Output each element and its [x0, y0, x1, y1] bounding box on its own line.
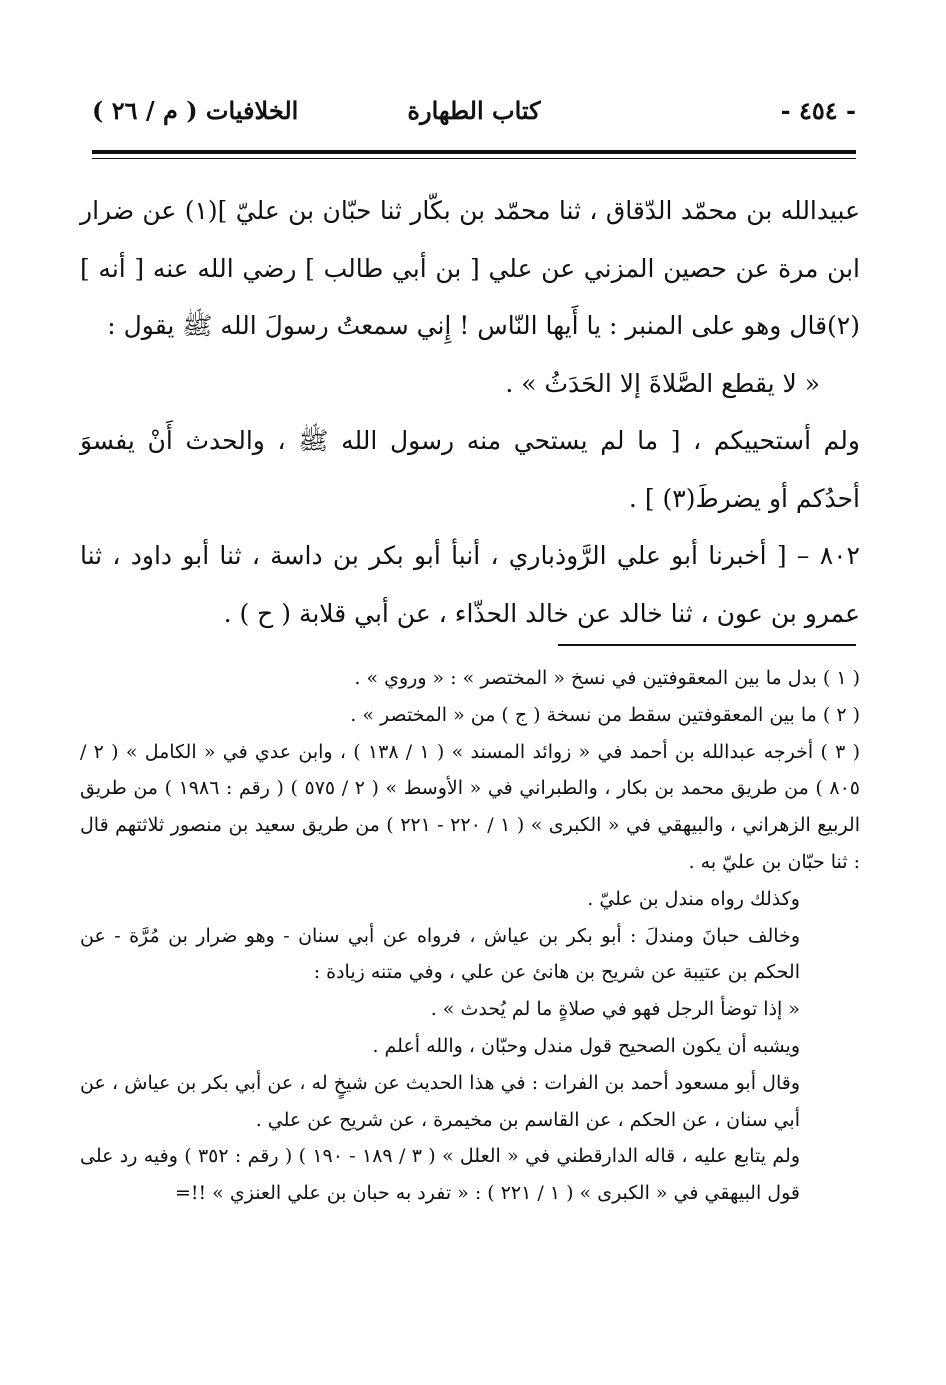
header-rule-thick [92, 150, 856, 154]
footnote-3: ( ٣ ) أخرجه عبدالله بن أحمد في « زوائد المسند » ( ١ / ١٣٨ ) ، وابن عدي في « الكامل » ( ٢ / ٨٠٥ ) من طريق محمد بن بكار ، والطبراني في « الأوسط » ( ٢ / ٥٧٥ ) ( رقم : ١٩٨٦ ) من طريق الربيع الزهراني ، والبيهقي في « الكبرى » ( ١ / ٢٢٠ - ٢٢١ ) من طريق سعيد بن منصور ثلاثتهم قال : ثنا حبّان بن عليّ به . [80, 740, 861, 873]
footnote-3-abu-masud: وقال أبو مسعود أحمد بن الفرات : في هذا الحديث عن شيخٍ له ، عن أبي بكر بن عياش ، عن أبي سنان ، عن الحكم ، عن القاسم بن مخيمرة ، عن شريح عن علي . [80, 1071, 800, 1131]
section-title: الخلافيات ( م / ٢٦ ) [92, 96, 299, 125]
hadith-quote: « لا يقطع الصَّلاةَ إلا الحَدَثُ » . [505, 368, 820, 398]
book-title: كتاب الطهارة [407, 96, 541, 125]
footnote-3-mandal: وكذلك رواه مندل بن عليّ . [587, 887, 800, 910]
footnote-separator [558, 644, 856, 646]
footnote-2: ( ٢ ) ما بين المعقوفتين سقط من نسخة ( ج ) من « المختصر » . [350, 703, 860, 726]
paragraph-continuation: ولم أستحييكم ، [ ما لم يستحي منه رسول الله ﷺ ، والحدث أَنْ يفسوَ أحدُكم أو يضرطَ(٣) ] . [80, 426, 860, 513]
footnotes [80, 660, 860, 1212]
footnote-3-sahih: ويشبه أن يكون الصحيح قول مندل وحبّان ، والله أعلم . [372, 1034, 800, 1057]
running-header [92, 92, 856, 142]
footnote-3-daraqutni: ولم يتابع عليه ، قاله الدارقطني في « العلل » ( ٣ / ١٨٩ - ١٩٠ ) ( رقم : ٣٥٢ ) وفيه رد على قول البيهقي في « الكبرى » ( ١ / ٢٢١ ) : « تفرد به حبان بن علي العنزي » !!= [80, 1145, 800, 1205]
footnote-1: ( ١ ) بدل ما بين المعقوفتين في نسخ « المختصر » : « وروي » . [354, 667, 860, 689]
header-rule-thin [92, 158, 856, 159]
footnote-3-quote: « إذا توضأ الرجل فهو في صلاةٍ ما لم يُحدث » . [430, 998, 800, 1021]
page-number: - ٤٥٤ - [780, 96, 856, 125]
hadith-802: ٨٠٢ – [ أخبرنا أبو علي الرَّوذباري ، أنبأ أبو بكر بن داسة ، ثنا أبو داود ، ثنا عمرو بن عون ، ثنا خالد عن خالد الحذّاء ، عن أبي قلابة ( ح ) . [80, 541, 860, 628]
paragraph-isnad: عبيدالله بن محمّد الدّقاق ، ثنا محمّد بن بكّار ثنا حبّان بن عليّ ](١) عن ضرار ابن مرة عن حصين المزني عن علي [ بن أبي طالب ] رضي الله عنه [ أنه ](٢)قال وهو على المنبر : يا أَيها النّاس ! إِني سمعتُ رسولَ الله ﷺ يقول : [80, 196, 861, 340]
main-text [80, 182, 860, 642]
footnote-3-abu-bakr: وخالف حبانَ ومندلَ : أبو بكر بن عياش ، فرواه عن أبي سنان - وهو ضرار بن مُرَّة - عن الحكم بن عتيبة عن شريح بن هانئ عن علي ، وفي متنه زيادة : [80, 924, 800, 984]
